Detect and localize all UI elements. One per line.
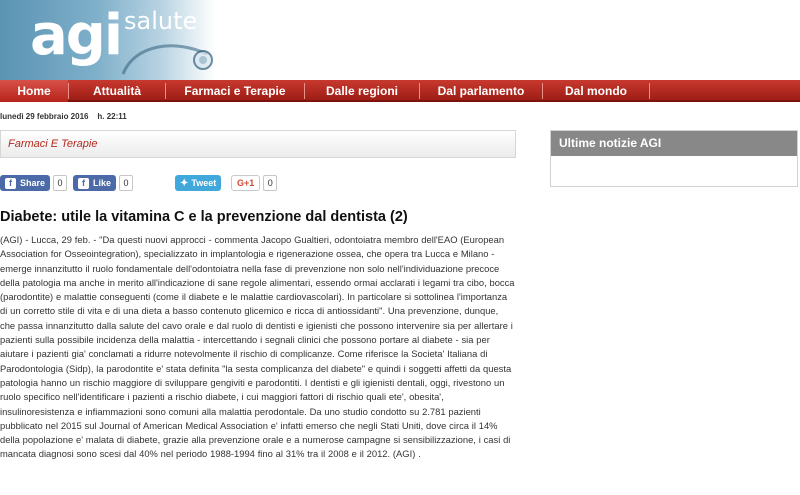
nav-home[interactable]: Home xyxy=(0,80,68,102)
twitter-share xyxy=(175,175,221,191)
sidebar-latest-news xyxy=(550,130,798,187)
article-title: Diabete: utile la vitamina C e la prevenzione dal dentista (2) xyxy=(0,209,408,225)
facebook-like-button[interactable] xyxy=(73,175,116,191)
category-bar xyxy=(0,130,516,158)
facebook-share-button[interactable] xyxy=(0,175,50,191)
like-label: Like xyxy=(93,178,112,188)
gplus-count: 0 xyxy=(263,175,277,191)
logo-salute-text: salute xyxy=(124,7,198,35)
share-label: Share xyxy=(20,178,46,188)
article-date: lunedì 29 febbraio 2016 h. 22:11 xyxy=(0,112,127,121)
logo-agi-text: agi xyxy=(30,3,122,68)
gplus-share xyxy=(231,175,277,191)
main-nav xyxy=(0,80,800,102)
tweet-button[interactable] xyxy=(175,175,221,191)
twitter-bird-icon: ✦ xyxy=(180,177,189,189)
sidebar-title: Ultime notizie AGI xyxy=(551,131,797,156)
stethoscope-icon xyxy=(115,34,215,80)
facebook-share xyxy=(0,175,67,191)
logo-banner[interactable] xyxy=(0,0,215,80)
facebook-like xyxy=(73,175,133,191)
nav-farmaci-terapie[interactable]: Farmaci e Terapie xyxy=(184,84,286,98)
like-count: 0 xyxy=(119,175,133,191)
article-body: (AGI) - Lucca, 29 feb. - "Da questi nuovi approcci - commenta Jacopo Gualtieri, odontoiatra membro dell'EAO (European Association for Osseointegration), specializzato in implantologia e rigenerazione ossea, che opera tra Lucca e Milano - emerge innanzitutto il ruolo fondamentale dell'odontoiatra nella fase di prevenzione non solo nell'individuazione precoce della patologia ma anche in merito all'indicazione di sane regole alimentari, essendo ormai acclarati i legami tra cibo, bocca (parodontite) e malattie conseguenti (come il diabete e le malattie cardiovascolari). In particolare si sottolinea l'importanza di un corretto stile di vita e di una dieta a basso contenuto glicemico e ricca di antiossidanti". Una prevenzione, dunque, che passa innanzitutto dalla salute del cavo orale e dal ruolo di dentisti e igienisti che possono intervenire sia per allertare i pazienti sulla possibile incidenza della malattia - intercettando i segnali clinici che possono portare al diabete - sia per aiutare i pazienti gia' conclamati a ridurre notevolmente il rischio di complicanze. Come riferisce la Societa' Italiana di Parodontologia (Sidp), la parodontite e' stata definita "la sesta complicanza del diabete" e quindi i soggetti affetti da questa patologia hanno un rischio maggiore di sviluppare gengiviti e parodontiti. I dentisti e gli igienisti dentali, oggi, rivestono un ruolo specifico nell'identificare i pazienti a rischio diabete, i cui maggiori fattori di rischio quali ete', obesita', insulinoresistenza e infiammazioni sono comuni alla malattia perodontale. Da uno studio condotto su 2.781 pazienti pubblicato nel 2015 sul Journal of American Medical Association e' infatti emerso che negli Stati Uniti, dove circa il 14% della popolazione e' malata di diabete, grazie alla prevenzione orale e a numerose campagne si sensibilizzazione, i casi di mancata diagnosi sono scesi dal 40% nel periodo 1988-1994 fino al 31% tra il 2008 e il 2012. (AGI) . xyxy=(0,234,515,460)
site-header xyxy=(0,0,800,80)
tweet-label: Tweet xyxy=(191,178,217,188)
nav-dalle-regioni[interactable]: Dalle regioni xyxy=(325,84,399,98)
nav-dal-mondo[interactable]: Dal mondo xyxy=(565,84,627,98)
category-label[interactable]: Farmaci E Terapie xyxy=(8,138,98,150)
facebook-icon: f xyxy=(5,178,16,189)
nav-attualita[interactable]: Attualità xyxy=(93,84,141,98)
facebook-icon: f xyxy=(78,178,89,189)
gplus-button[interactable]: G+1 xyxy=(231,175,260,191)
nav-dal-parlamento[interactable]: Dal parlamento xyxy=(437,84,525,98)
nav-divider xyxy=(649,83,650,99)
share-count: 0 xyxy=(53,175,67,191)
